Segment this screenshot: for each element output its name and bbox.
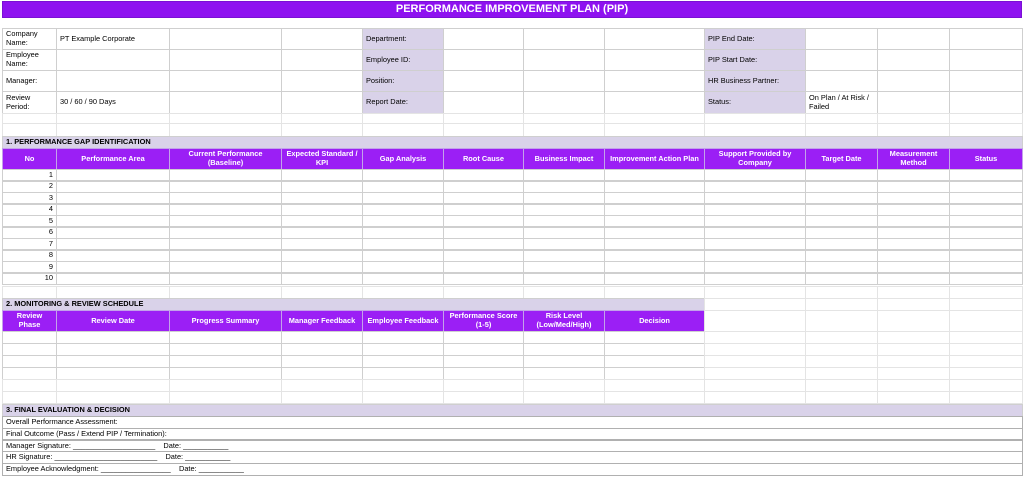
cell — [2, 123, 57, 137]
gap-header: Measurement Method — [877, 148, 950, 170]
gap-cell[interactable] — [169, 227, 282, 239]
review-header: Review Phase — [2, 310, 57, 332]
gap-cell[interactable] — [56, 192, 170, 204]
cell — [805, 310, 878, 332]
gap-cell[interactable] — [443, 192, 524, 204]
gap-cell[interactable] — [949, 169, 1023, 181]
gap-cell[interactable] — [362, 204, 444, 216]
gap-cell[interactable] — [523, 250, 605, 262]
pip-start-value[interactable] — [805, 49, 878, 71]
overall-assessment-line[interactable]: Overall Performance Assessment: — [2, 416, 1023, 429]
gap-cell[interactable] — [604, 215, 705, 227]
gap-cell[interactable] — [281, 227, 363, 239]
cell[interactable] — [604, 70, 705, 92]
employee-acknowledgment-line[interactable]: Employee Acknowledgment: _________________ Date: ___________ — [2, 463, 1023, 476]
final-outcome-line[interactable]: Final Outcome (Pass / Extend PIP / Termination): — [2, 428, 1023, 441]
status-label: Status: — [704, 91, 806, 114]
department-label: Department: — [362, 28, 444, 50]
gap-cell[interactable] — [443, 169, 524, 181]
gap-cell[interactable] — [604, 181, 705, 193]
cell — [949, 391, 1023, 404]
employee-value[interactable] — [56, 49, 170, 71]
gap-cell[interactable] — [877, 192, 950, 204]
gap-cell[interactable] — [169, 261, 282, 273]
gap-cell[interactable] — [523, 227, 605, 239]
gap-cell[interactable] — [443, 261, 524, 273]
gap-cell[interactable] — [949, 181, 1023, 193]
cell[interactable] — [169, 91, 282, 114]
gap-cell[interactable] — [805, 204, 878, 216]
gap-cell[interactable] — [604, 204, 705, 216]
cell[interactable] — [604, 28, 705, 50]
gap-cell[interactable] — [362, 169, 444, 181]
cell — [362, 391, 444, 404]
pip-start-label: PIP Start Date: — [704, 49, 806, 71]
cell[interactable] — [523, 91, 605, 114]
section1-title: 1. PERFORMANCE GAP IDENTIFICATION — [2, 136, 1023, 149]
cell — [949, 123, 1023, 137]
gap-cell[interactable] — [169, 215, 282, 227]
gap-cell[interactable] — [281, 169, 363, 181]
gap-header: Support Provided by Company — [704, 148, 806, 170]
gap-cell[interactable] — [949, 204, 1023, 216]
cell — [56, 123, 170, 137]
gap-cell[interactable] — [805, 250, 878, 262]
cell — [362, 123, 444, 137]
gap-cell[interactable] — [362, 238, 444, 250]
department-value[interactable] — [443, 28, 524, 50]
cell[interactable] — [281, 49, 363, 71]
gap-cell[interactable] — [443, 250, 524, 262]
gap-cell[interactable] — [523, 181, 605, 193]
manager-value[interactable] — [56, 70, 170, 92]
gap-cell[interactable] — [523, 273, 605, 285]
gap-cell[interactable] — [281, 192, 363, 204]
gap-cell[interactable] — [877, 250, 950, 262]
report-date-value[interactable] — [443, 91, 524, 114]
cell[interactable] — [877, 70, 950, 92]
gap-cell[interactable] — [704, 227, 806, 239]
cell[interactable] — [604, 49, 705, 71]
gap-header: Business Impact — [523, 148, 605, 170]
gap-cell[interactable] — [704, 238, 806, 250]
position-label: Position: — [362, 70, 444, 92]
gap-header: Performance Area — [56, 148, 170, 170]
gap-cell[interactable] — [604, 273, 705, 285]
hr-partner-value[interactable] — [805, 70, 878, 92]
gap-header: Target Date — [805, 148, 878, 170]
gap-cell[interactable] — [704, 215, 806, 227]
gap-cell[interactable] — [523, 238, 605, 250]
gap-cell[interactable] — [949, 261, 1023, 273]
gap-cell[interactable] — [281, 261, 363, 273]
gap-cell[interactable] — [805, 238, 878, 250]
gap-row-number: 8 — [2, 250, 57, 262]
cell — [56, 391, 170, 404]
cell[interactable] — [281, 70, 363, 92]
gap-cell[interactable] — [604, 261, 705, 273]
gap-cell[interactable] — [949, 227, 1023, 239]
gap-cell[interactable] — [523, 204, 605, 216]
employee-id-value[interactable] — [443, 49, 524, 71]
gap-cell[interactable] — [362, 273, 444, 285]
gap-cell[interactable] — [949, 273, 1023, 285]
gap-cell[interactable] — [56, 273, 170, 285]
gap-cell[interactable] — [443, 181, 524, 193]
gap-cell[interactable] — [362, 227, 444, 239]
cell[interactable] — [877, 91, 950, 114]
cell[interactable] — [877, 49, 950, 71]
gap-cell[interactable] — [604, 250, 705, 262]
gap-header: Status — [949, 148, 1023, 170]
gap-header: Current Performance (Baseline) — [169, 148, 282, 170]
cell — [877, 310, 950, 332]
gap-cell[interactable] — [877, 215, 950, 227]
gap-cell[interactable] — [523, 169, 605, 181]
gap-cell[interactable] — [704, 273, 806, 285]
gap-row-number: 3 — [2, 192, 57, 204]
gap-cell[interactable] — [949, 250, 1023, 262]
gap-cell[interactable] — [56, 181, 170, 193]
gap-cell[interactable] — [604, 238, 705, 250]
cell — [805, 123, 878, 137]
gap-cell[interactable] — [443, 227, 524, 239]
gap-cell[interactable] — [523, 261, 605, 273]
gap-cell[interactable] — [56, 238, 170, 250]
gap-cell[interactable] — [523, 215, 605, 227]
cell[interactable] — [281, 28, 363, 50]
cell — [704, 123, 806, 137]
gap-cell[interactable] — [169, 204, 282, 216]
gap-cell[interactable] — [169, 250, 282, 262]
review-period-label: Review Period: — [2, 91, 57, 114]
gap-cell[interactable] — [805, 192, 878, 204]
gap-cell[interactable] — [362, 215, 444, 227]
gap-cell[interactable] — [704, 204, 806, 216]
status-value[interactable]: On Plan / At Risk / Failed — [805, 91, 878, 114]
review-header: Manager Feedback — [281, 310, 363, 332]
gap-cell[interactable] — [56, 227, 170, 239]
cell — [704, 310, 806, 332]
report-date-label: Report Date: — [362, 91, 444, 114]
cell[interactable] — [949, 28, 1023, 50]
gap-row-number: 6 — [2, 227, 57, 239]
gap-cell[interactable] — [281, 250, 363, 262]
cell — [169, 391, 282, 404]
review-period-value[interactable]: 30 / 60 / 90 Days — [56, 91, 170, 114]
gap-cell[interactable] — [704, 169, 806, 181]
company-label: Company Name: — [2, 28, 57, 50]
cell — [523, 123, 605, 137]
cell — [805, 391, 878, 404]
cell — [443, 391, 524, 404]
gap-cell[interactable] — [281, 204, 363, 216]
cell — [281, 391, 363, 404]
gap-cell[interactable] — [704, 192, 806, 204]
gap-cell[interactable] — [281, 215, 363, 227]
gap-cell[interactable] — [805, 261, 878, 273]
gap-cell[interactable] — [949, 192, 1023, 204]
gap-cell[interactable] — [949, 215, 1023, 227]
gap-header: Gap Analysis — [362, 148, 444, 170]
gap-cell[interactable] — [443, 273, 524, 285]
gap-cell[interactable] — [704, 261, 806, 273]
review-header: Risk Level (Low/Med/High) — [523, 310, 605, 332]
gap-header: Expected Standard / KPI — [281, 148, 363, 170]
gap-header: Improvement Action Plan — [604, 148, 705, 170]
company-value[interactable]: PT Example Corporate — [56, 28, 170, 50]
cell[interactable] — [523, 28, 605, 50]
hr-partner-label: HR Business Partner: — [704, 70, 806, 92]
cell — [604, 391, 705, 404]
gap-cell[interactable] — [805, 181, 878, 193]
cell[interactable] — [604, 91, 705, 114]
section2-title: 2. MONITORING & REVIEW SCHEDULE — [2, 298, 705, 311]
cell[interactable] — [169, 28, 282, 50]
gap-cell[interactable] — [169, 238, 282, 250]
cell[interactable] — [949, 70, 1023, 92]
gap-cell[interactable] — [56, 261, 170, 273]
gap-cell[interactable] — [281, 273, 363, 285]
gap-cell[interactable] — [877, 181, 950, 193]
cell[interactable] — [523, 70, 605, 92]
position-value[interactable] — [443, 70, 524, 92]
gap-cell[interactable] — [877, 238, 950, 250]
gap-cell[interactable] — [443, 204, 524, 216]
review-header: Review Date — [56, 310, 170, 332]
gap-cell[interactable] — [443, 238, 524, 250]
gap-cell[interactable] — [877, 273, 950, 285]
gap-cell[interactable] — [805, 215, 878, 227]
cell — [949, 310, 1023, 332]
gap-cell[interactable] — [704, 181, 806, 193]
cell — [523, 391, 605, 404]
cell — [443, 123, 524, 137]
gap-cell[interactable] — [362, 250, 444, 262]
sheet-title: PERFORMANCE IMPROVEMENT PLAN (PIP) — [2, 1, 1022, 18]
pip-end-value[interactable] — [805, 28, 878, 50]
manager-signature-line[interactable]: Manager Signature: ____________________ Date: ___________ — [2, 440, 1023, 453]
cell[interactable] — [949, 91, 1023, 114]
cell[interactable] — [169, 49, 282, 71]
gap-cell[interactable] — [362, 192, 444, 204]
employee-id-label: Employee ID: — [362, 49, 444, 71]
gap-cell[interactable] — [56, 204, 170, 216]
review-header: Progress Summary — [169, 310, 282, 332]
gap-cell[interactable] — [805, 169, 878, 181]
gap-cell[interactable] — [169, 192, 282, 204]
gap-cell[interactable] — [523, 192, 605, 204]
gap-cell[interactable] — [805, 273, 878, 285]
gap-cell[interactable] — [362, 261, 444, 273]
gap-cell[interactable] — [805, 227, 878, 239]
cell[interactable] — [281, 91, 363, 114]
gap-row-number: 5 — [2, 215, 57, 227]
gap-cell[interactable] — [281, 238, 363, 250]
cell — [169, 123, 282, 137]
cell — [704, 391, 806, 404]
gap-cell[interactable] — [362, 181, 444, 193]
pip-end-label: PIP End Date: — [704, 28, 806, 50]
cell — [604, 123, 705, 137]
gap-row-number: 7 — [2, 238, 57, 250]
section3-title: 3. FINAL EVALUATION & DECISION — [2, 404, 1023, 417]
gap-cell[interactable] — [56, 215, 170, 227]
gap-cell[interactable] — [604, 169, 705, 181]
gap-cell[interactable] — [877, 261, 950, 273]
cell[interactable] — [169, 70, 282, 92]
manager-label: Manager: — [2, 70, 57, 92]
gap-cell[interactable] — [604, 192, 705, 204]
cell[interactable] — [949, 49, 1023, 71]
gap-header: Root Cause — [443, 148, 524, 170]
gap-cell[interactable] — [877, 204, 950, 216]
gap-cell[interactable] — [704, 250, 806, 262]
employee-label: Employee Name: — [2, 49, 57, 71]
cell[interactable] — [523, 49, 605, 71]
gap-cell[interactable] — [949, 238, 1023, 250]
hr-signature-line[interactable]: HR Signature: _________________________ Date: ___________ — [2, 451, 1023, 464]
gap-row-number: 9 — [2, 261, 57, 273]
cell[interactable] — [877, 28, 950, 50]
gap-cell[interactable] — [877, 227, 950, 239]
gap-row-number: 10 — [2, 273, 57, 285]
cell — [2, 391, 57, 404]
gap-header: No — [2, 148, 57, 170]
gap-cell[interactable] — [169, 169, 282, 181]
gap-cell[interactable] — [169, 273, 282, 285]
gap-cell[interactable] — [604, 227, 705, 239]
gap-cell[interactable] — [169, 181, 282, 193]
gap-row-number: 2 — [2, 181, 57, 193]
cell — [877, 123, 950, 137]
cell — [877, 391, 950, 404]
review-header: Decision — [604, 310, 705, 332]
gap-cell[interactable] — [877, 169, 950, 181]
gap-cell[interactable] — [56, 250, 170, 262]
gap-cell[interactable] — [56, 169, 170, 181]
gap-cell[interactable] — [281, 181, 363, 193]
gap-cell[interactable] — [443, 215, 524, 227]
gap-row-number: 1 — [2, 169, 57, 181]
review-header: Employee Feedback — [362, 310, 444, 332]
review-header: Performance Score (1-5) — [443, 310, 524, 332]
gap-row-number: 4 — [2, 204, 57, 216]
cell — [281, 123, 363, 137]
